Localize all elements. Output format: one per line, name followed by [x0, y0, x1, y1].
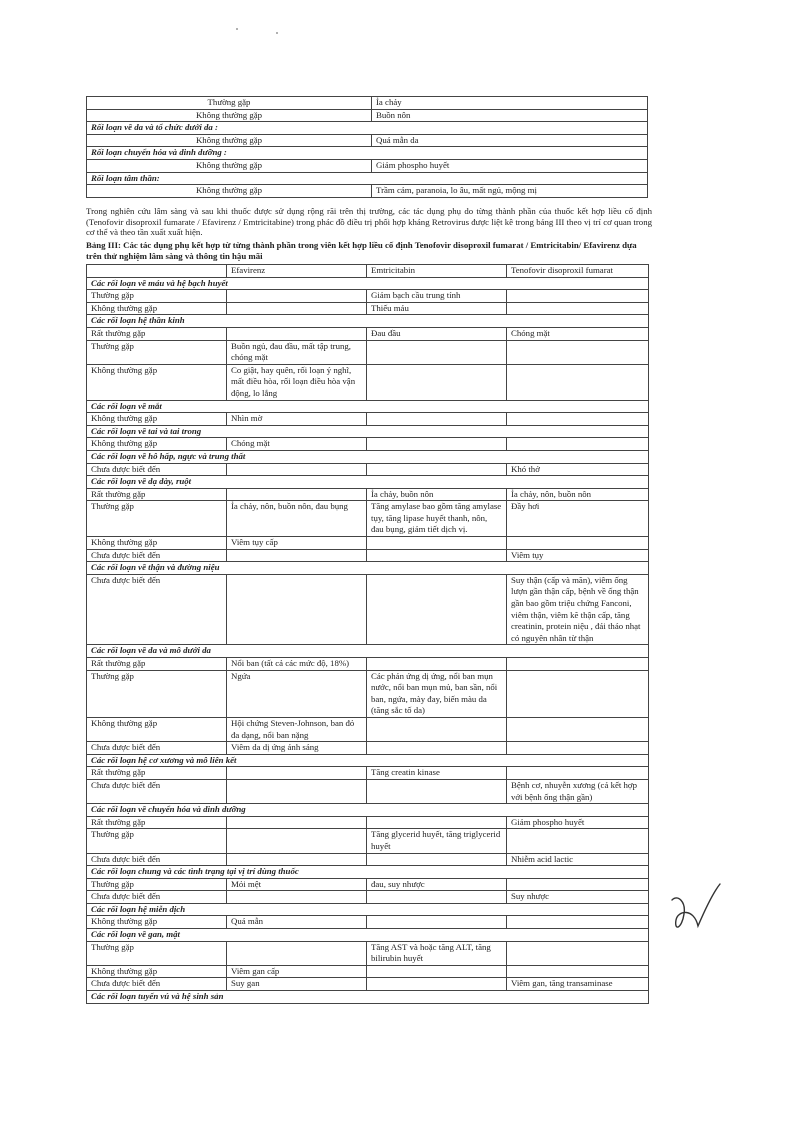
frequency-cell: Thường gặp: [87, 340, 227, 364]
table-row: [87, 816, 649, 829]
emtricitabin-cell: [367, 816, 507, 829]
emtricitabin-cell: [367, 537, 507, 550]
section-row: [87, 425, 649, 438]
emtricitabin-cell: đau, suy nhược: [367, 878, 507, 891]
scan-speck: [276, 32, 278, 34]
emtricitabin-cell: Giảm bạch cầu trung tính: [367, 290, 507, 303]
tenofovir-cell: [507, 438, 649, 451]
section-label: Các rối loạn về mắt: [87, 400, 649, 413]
section-label: Rối loạn về da và tổ chức dưới da :: [87, 122, 648, 135]
efavirenz-cell: Viêm gan cấp: [227, 965, 367, 978]
table-row: [87, 941, 649, 965]
efavirenz-cell: Mỏi mệt: [227, 878, 367, 891]
frequency-cell: Rất thường gặp: [87, 488, 227, 501]
section-label: Các rối loạn hệ cơ xương và mô liên kết: [87, 754, 649, 767]
top-adverse-effects-table: [86, 96, 648, 198]
emtricitabin-cell: [367, 916, 507, 929]
effect-cell: Buồn nôn: [372, 109, 648, 122]
top-table-row: [87, 159, 648, 172]
efavirenz-cell: Co giật, hay quên, rối loạn ý nghĩ, mất điều hòa, rối loạn điều hòa vận động, lo lắng: [227, 364, 367, 400]
tenofovir-cell: Suy nhược: [507, 891, 649, 904]
tenofovir-cell: [507, 290, 649, 303]
section-label: Rối loạn tâm thần:: [87, 172, 648, 185]
efavirenz-cell: Suy gan: [227, 978, 367, 991]
section-row: [87, 929, 649, 942]
emtricitabin-cell: [367, 463, 507, 476]
table-row: [87, 965, 649, 978]
emtricitabin-cell: [367, 574, 507, 645]
frequency-cell: Không thường gặp: [87, 965, 227, 978]
efavirenz-cell: Buồn ngủ, đau đầu, mất tập trung, chóng mặt: [227, 340, 367, 364]
table-row: [87, 327, 649, 340]
emtricitabin-cell: Tăng creatin kinase: [367, 767, 507, 780]
frequency-cell: Chưa được biết đến: [87, 549, 227, 562]
efavirenz-cell: [227, 767, 367, 780]
top-table-section-row: [87, 172, 648, 185]
top-table-row: [87, 185, 648, 198]
section-label: Các rối loạn về da và mô dưới da: [87, 645, 649, 658]
section-label: Các rối loạn về thận và đường niệu: [87, 562, 649, 575]
emtricitabin-cell: [367, 340, 507, 364]
tenofovir-cell: Viêm tụy: [507, 549, 649, 562]
emtricitabin-cell: Đau đầu: [367, 327, 507, 340]
adverse-effects-table-iii: [86, 264, 649, 1004]
frequency-cell: Chưa được biết đến: [87, 978, 227, 991]
section-label: Các rối loạn tuyến vú và hệ sinh sản: [87, 991, 649, 1004]
frequency-cell: Chưa được biết đến: [87, 779, 227, 803]
section-row: [87, 645, 649, 658]
table-row: [87, 302, 649, 315]
tenofovir-cell: Viêm gan, tăng transaminase: [507, 978, 649, 991]
table-row: [87, 779, 649, 803]
frequency-cell: Không thường gặp: [87, 537, 227, 550]
tenofovir-cell: [507, 742, 649, 755]
table-row: [87, 717, 649, 741]
efavirenz-cell: Nổi ban (tất cả các mức độ, 18%): [227, 658, 367, 671]
emtricitabin-cell: [367, 742, 507, 755]
efavirenz-cell: [227, 574, 367, 645]
tenofovir-cell: Nhiễm acid lactic: [507, 853, 649, 866]
tenofovir-cell: [507, 302, 649, 315]
tenofovir-cell: Suy thận (cấp và mãn), viêm ống lượn gần thận cấp, bệnh về ống thận gần bao gồm triệu chứng Fanconi, viêm thận, viêm kẽ thận cấp, tăng creatinin, protein niệu , đái tháo nhạt có nguyên nhân từ thận: [507, 574, 649, 645]
efavirenz-cell: Chóng mặt: [227, 438, 367, 451]
frequency-cell: Không thường gặp: [87, 134, 372, 147]
frequency-cell: Không thường gặp: [87, 159, 372, 172]
section-row: [87, 476, 649, 489]
efavirenz-cell: [227, 816, 367, 829]
section-label: Các rối loạn về gan, mật: [87, 929, 649, 942]
top-table-row: [87, 109, 648, 122]
emtricitabin-cell: [367, 413, 507, 426]
table-row: [87, 501, 649, 537]
top-table-row: [87, 97, 648, 110]
emtricitabin-cell: [367, 965, 507, 978]
frequency-cell: Rất thường gặp: [87, 327, 227, 340]
frequency-cell: Chưa được biết đến: [87, 463, 227, 476]
header-frequency: [87, 265, 227, 278]
efavirenz-cell: Nhìn mờ: [227, 413, 367, 426]
table-row: [87, 488, 649, 501]
top-table-row: [87, 134, 648, 147]
table-row: [87, 878, 649, 891]
frequency-cell: Không thường gặp: [87, 916, 227, 929]
emtricitabin-cell: [367, 549, 507, 562]
scan-specks: [0, 28, 800, 38]
section-label: Các rối loạn chung và các tình trạng tại vị trí dùng thuốc: [87, 866, 649, 879]
frequency-cell: Rất thường gặp: [87, 767, 227, 780]
efavirenz-cell: [227, 891, 367, 904]
table-row: [87, 290, 649, 303]
tenofovir-cell: [507, 878, 649, 891]
emtricitabin-cell: [367, 717, 507, 741]
efavirenz-cell: Viêm tụy cấp: [227, 537, 367, 550]
tenofovir-cell: [507, 670, 649, 717]
table-row: [87, 829, 649, 853]
top-table-section-row: [87, 147, 648, 160]
frequency-cell: Chưa được biết đến: [87, 891, 227, 904]
section-row: [87, 400, 649, 413]
frequency-cell: Thường gặp: [87, 97, 372, 110]
tenofovir-cell: [507, 965, 649, 978]
frequency-cell: Không thường gặp: [87, 364, 227, 400]
table-row: [87, 413, 649, 426]
efavirenz-cell: Viêm da dị ứng ánh sáng: [227, 742, 367, 755]
efavirenz-cell: [227, 463, 367, 476]
main-table-body: [87, 277, 649, 1003]
section-label: Các rối loạn về dạ dày, ruột: [87, 476, 649, 489]
frequency-cell: Thường gặp: [87, 670, 227, 717]
frequency-cell: Thường gặp: [87, 290, 227, 303]
emtricitabin-cell: Tăng glycerid huyết, tăng triglycerid huyết: [367, 829, 507, 853]
efavirenz-cell: [227, 829, 367, 853]
frequency-cell: Rất thường gặp: [87, 658, 227, 671]
tenofovir-cell: [507, 364, 649, 400]
table-row: [87, 742, 649, 755]
intro-paragraph: Trong nghiên cứu lâm sàng và sau khi thuốc được sử dụng rộng rãi trên thị trường, các tác dụng phụ do từng thành phần của thuốc kết hợp liều cố định (Tenofovir disoproxil fumarate / Efavirenz / Emtricitabine) trong phác đồ điều trị phối hợp kháng Retrovirus được liệt kê trong bảng III theo vị trí cơ quan trong cơ thể và theo tần xuất xuất hiện.: [86, 206, 652, 238]
table-row: [87, 364, 649, 400]
frequency-cell: Thường gặp: [87, 501, 227, 537]
emtricitabin-cell: [367, 779, 507, 803]
frequency-cell: Không thường gặp: [87, 302, 227, 315]
effect-cell: Quá mẫn da: [372, 134, 648, 147]
tenofovir-cell: Ỉa chảy, nôn, buồn nôn: [507, 488, 649, 501]
top-table-section-row: [87, 122, 648, 135]
tenofovir-cell: [507, 658, 649, 671]
table-row: [87, 340, 649, 364]
efavirenz-cell: [227, 302, 367, 315]
emtricitabin-cell: [367, 853, 507, 866]
section-row: [87, 562, 649, 575]
efavirenz-cell: [227, 327, 367, 340]
section-label: Các rối loạn hệ miễn dịch: [87, 903, 649, 916]
table-row: [87, 537, 649, 550]
efavirenz-cell: [227, 941, 367, 965]
frequency-cell: Chưa được biết đến: [87, 742, 227, 755]
section-label: Các rối loạn về máu và hệ bạch huyết: [87, 277, 649, 290]
handwritten-check-mark: [664, 872, 724, 942]
frequency-cell: Không thường gặp: [87, 185, 372, 198]
efavirenz-cell: Quá mẫn: [227, 916, 367, 929]
section-row: [87, 991, 649, 1004]
section-row: [87, 866, 649, 879]
effect-cell: Giảm phospho huyết: [372, 159, 648, 172]
section-row: [87, 450, 649, 463]
top-table-body: [87, 97, 648, 198]
efavirenz-cell: Ỉa chảy, nôn, buồn nôn, đau bụng: [227, 501, 367, 537]
table-row: [87, 891, 649, 904]
effect-cell: Ỉa chảy: [372, 97, 648, 110]
emtricitabin-cell: [367, 891, 507, 904]
scan-speck: [236, 28, 238, 30]
table-header-row: [87, 265, 649, 278]
tenofovir-cell: Giảm phospho huyết: [507, 816, 649, 829]
section-label: Các rối loạn về tai và tai trong: [87, 425, 649, 438]
table-row: [87, 574, 649, 645]
section-label: Các rối loạn về hô hấp, ngực và trung thất: [87, 450, 649, 463]
section-row: [87, 315, 649, 328]
table-row: [87, 658, 649, 671]
header-efavirenz: Efavirenz: [227, 265, 367, 278]
table-row: [87, 978, 649, 991]
emtricitabin-cell: [367, 438, 507, 451]
emtricitabin-cell: [367, 658, 507, 671]
table-caption: Bảng III: Các tác dụng phụ kết hợp từ từng thành phần trong viên kết hợp liều cố định Tenofovir disoproxil fumarat / Emtricitabin/ Efavirenz dựa trên thử nghiệm lâm sàng và thông tin hậu mãi: [86, 240, 637, 261]
tenofovir-cell: [507, 941, 649, 965]
frequency-cell: Thường gặp: [87, 829, 227, 853]
tenofovir-cell: [507, 537, 649, 550]
efavirenz-cell: [227, 779, 367, 803]
section-row: [87, 277, 649, 290]
frequency-cell: Chưa được biết đến: [87, 853, 227, 866]
table-row: [87, 767, 649, 780]
header-tenofovir: Tenofovir disoproxil fumarat: [507, 265, 649, 278]
frequency-cell: Không thường gặp: [87, 109, 372, 122]
section-label: Các rối loạn hệ thần kinh: [87, 315, 649, 328]
frequency-cell: Thường gặp: [87, 878, 227, 891]
section-label: Rối loạn chuyển hóa và dinh dưỡng :: [87, 147, 648, 160]
emtricitabin-cell: Thiếu máu: [367, 302, 507, 315]
emtricitabin-cell: Tăng AST và hoặc tăng ALT, tăng bilirubin huyết: [367, 941, 507, 965]
tenofovir-cell: Chóng mặt: [507, 327, 649, 340]
section-row: [87, 804, 649, 817]
emtricitabin-cell: Ỉa chảy, buồn nôn: [367, 488, 507, 501]
table-row: [87, 853, 649, 866]
emtricitabin-cell: Tăng amylase bao gồm tăng amylase tụy, tăng lipase huyết thanh, nôn, đau bụng, giảm tiết dịch vị.: [367, 501, 507, 537]
frequency-cell: Chưa được biết đến: [87, 574, 227, 645]
efavirenz-cell: Hội chứng Steven-Johnson, ban đỏ đa dạng, nổi ban nặng: [227, 717, 367, 741]
tenofovir-cell: Đầy hơi: [507, 501, 649, 537]
emtricitabin-cell: [367, 978, 507, 991]
table-row: [87, 916, 649, 929]
emtricitabin-cell: [367, 364, 507, 400]
tenofovir-cell: Bệnh cơ, nhuyễn xương (cả kết hợp với bệnh ống thận gần): [507, 779, 649, 803]
frequency-cell: Không thường gặp: [87, 413, 227, 426]
section-row: [87, 903, 649, 916]
tenofovir-cell: [507, 340, 649, 364]
frequency-cell: Thường gặp: [87, 941, 227, 965]
tenofovir-cell: [507, 717, 649, 741]
tenofovir-cell: [507, 413, 649, 426]
tenofovir-cell: [507, 829, 649, 853]
table-row: [87, 463, 649, 476]
table-row: [87, 670, 649, 717]
tenofovir-cell: Khó thở: [507, 463, 649, 476]
frequency-cell: Không thường gặp: [87, 717, 227, 741]
emtricitabin-cell: Các phản ứng dị ứng, nổi ban mụn nước, nổi ban mụn mủ, ban sần, nổi ban, ngứa, mày đay, biến màu da (tăng sắc tố da): [367, 670, 507, 717]
efavirenz-cell: [227, 853, 367, 866]
section-row: [87, 754, 649, 767]
efavirenz-cell: [227, 290, 367, 303]
efavirenz-cell: [227, 488, 367, 501]
tenofovir-cell: [507, 916, 649, 929]
section-label: Các rối loạn về chuyển hóa và dinh dưỡng: [87, 804, 649, 817]
effect-cell: Trầm cảm, paranoia, lo âu, mất ngủ, mộng mị: [372, 185, 648, 198]
efavirenz-cell: [227, 549, 367, 562]
header-emtricitabin: Emtricitabin: [367, 265, 507, 278]
frequency-cell: Rất thường gặp: [87, 816, 227, 829]
table-row: [87, 438, 649, 451]
table-row: [87, 549, 649, 562]
tenofovir-cell: [507, 767, 649, 780]
frequency-cell: Không thường gặp: [87, 438, 227, 451]
efavirenz-cell: Ngứa: [227, 670, 367, 717]
